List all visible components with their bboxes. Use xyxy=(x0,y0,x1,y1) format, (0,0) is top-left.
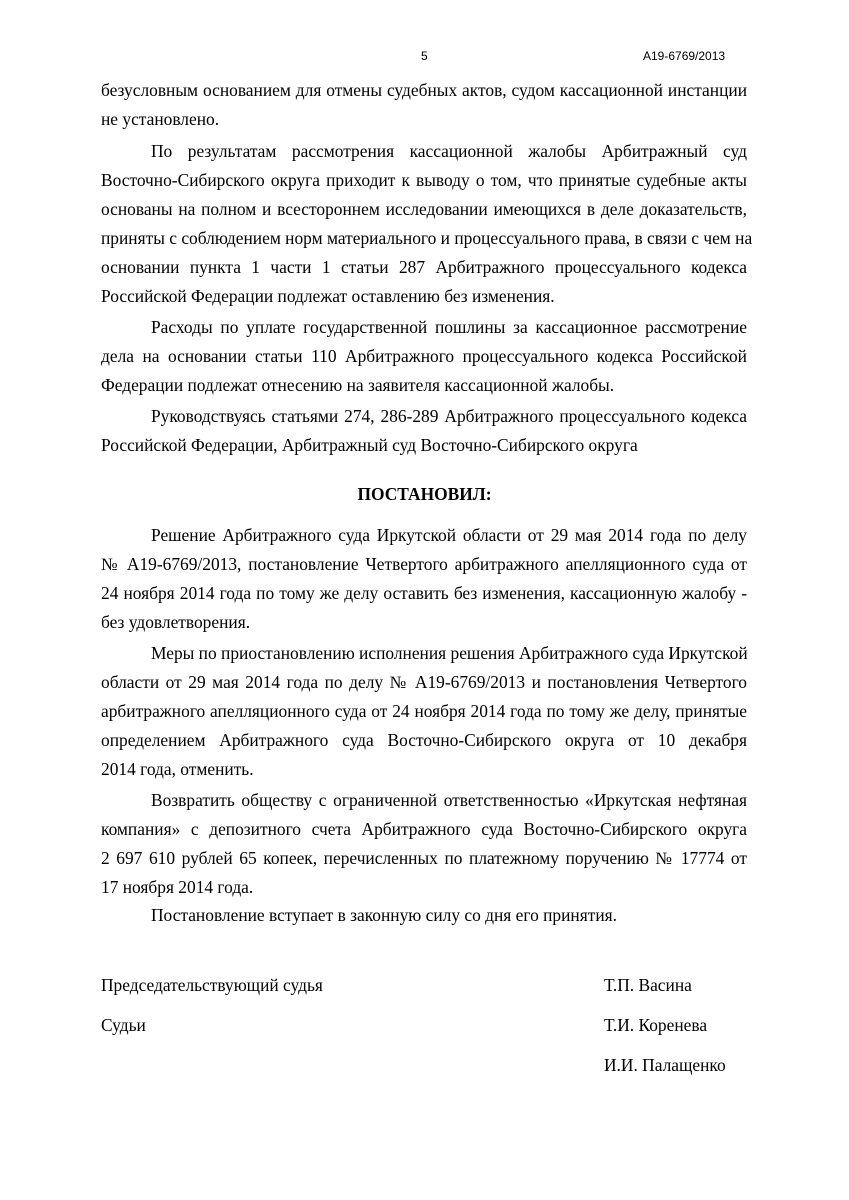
text-line: 17 ноября 2014 года. xyxy=(101,877,254,897)
case-number: А19-6769/2013 xyxy=(643,49,726,63)
text-line: Федерации подлежат отнесению на заявителя кассационной жалобы. xyxy=(101,375,615,395)
text-line: компания» с депозитного счета Арбитражного суда Восточно-Сибирского округа xyxy=(101,819,747,839)
text-line: Возвратить обществу с ограниченной ответственностью «Иркутская нефтяная xyxy=(151,790,747,810)
presiding-judge-name: Т.П. Васина xyxy=(604,975,692,995)
presiding-judge-label: Председательствующий судья xyxy=(101,975,323,995)
text-line: Постановление вступает в законную силу со дня его принятия. xyxy=(151,905,617,925)
text-line: арбитражного апелляционного суда от 24 ноября 2014 года по тому же делу, принятые xyxy=(101,701,747,721)
judge-name: И.И. Палащенко xyxy=(604,1055,726,1075)
text-line: 2 697 610 рублей 65 копеек, перечисленных по платежному поручению № 17774 от xyxy=(101,848,747,868)
text-line: основании пункта 1 части 1 статьи 287 Арбитражного процессуального кодекса xyxy=(101,257,747,277)
text-line: Восточно-Сибирского округа приходит к выводу о том, что принятые судебные акты xyxy=(101,170,747,190)
resolution-title: ПОСТАНОВИЛ: xyxy=(357,484,492,504)
text-line: безусловным основанием для отмены судебных актов, судом кассационной инстанции xyxy=(101,80,747,100)
judge-name: Т.И. Коренева xyxy=(604,1015,708,1035)
text-line: Расходы по уплате государственной пошлины за кассационное рассмотрение xyxy=(151,317,747,337)
text-line: без удовлетворения. xyxy=(101,612,251,632)
text-line: дела на основании статьи 110 Арбитражного процессуального кодекса Российской xyxy=(101,346,747,366)
text-line: По результатам рассмотрения кассационной жалобы Арбитражный суд xyxy=(151,141,747,161)
text-line: не установлено. xyxy=(101,109,220,129)
text-line: 24 ноября 2014 года по тому же делу оставить без изменения, кассационную жалобу - xyxy=(101,583,747,603)
judges-label: Судьи xyxy=(101,1015,146,1035)
text-line: Решение Арбитражного суда Иркутской области от 29 мая 2014 года по делу xyxy=(151,525,747,545)
text-line: приняты с соблюдением норм материального и процессуального права, в связи с чем на xyxy=(101,228,753,248)
text-line: Меры по приостановлению исполнения решения Арбитражного суда Иркутской xyxy=(151,643,748,663)
text-line: основаны на полном и всестороннем исследовании имеющихся в деле доказательств, xyxy=(101,199,747,219)
text-line: № А19-6769/2013, постановление Четвертого арбитражного апелляционного суда от xyxy=(101,554,747,574)
page-number: 5 xyxy=(421,49,428,63)
text-line: Российской Федерации, Арбитражный суд Восточно-Сибирского округа xyxy=(101,435,638,455)
text-line: области от 29 мая 2014 года по делу № А19-6769/2013 и постановления Четвертого xyxy=(101,672,747,692)
text-line: 2014 года, отменить. xyxy=(101,759,254,779)
text-line: определением Арбитражного суда Восточно-Сибирского округа от 10 декабря xyxy=(101,730,747,750)
text-line: Российской Федерации подлежат оставлению без изменения. xyxy=(101,286,555,306)
text-line: Руководствуясь статьями 274, 286-289 Арбитражного процессуального кодекса xyxy=(151,406,747,426)
